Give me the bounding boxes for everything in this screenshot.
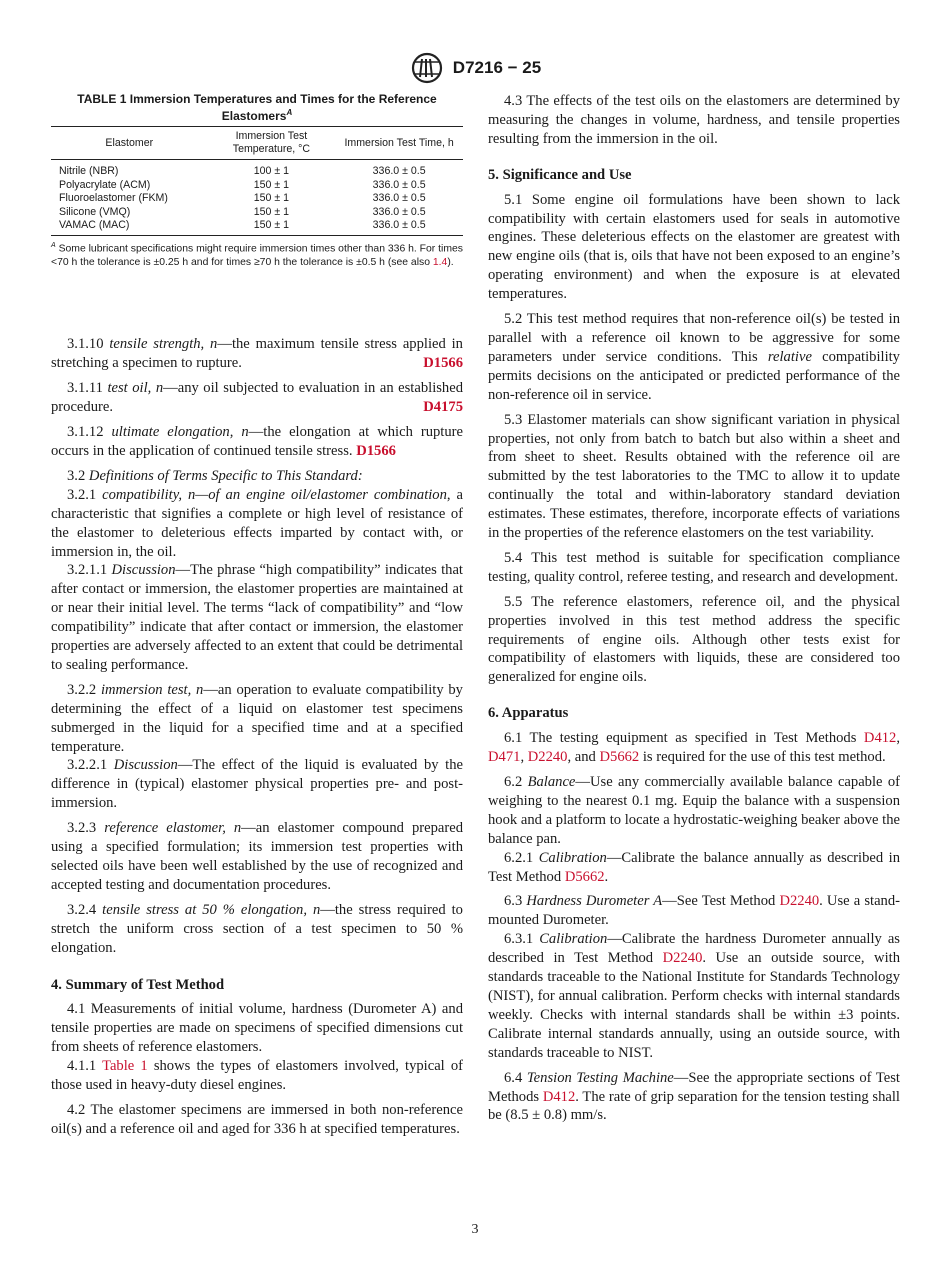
- ref-d2240[interactable]: D2240: [527, 749, 568, 766]
- table-row: [51, 160, 463, 179]
- footnote-link[interactable]: 1.4: [432, 257, 448, 269]
- para-3-2: 3.2 Definitions of Terms Specific to This Standard:: [67, 467, 363, 484]
- para-6-4: 6.4 Tension Testing Machine—See the appropriate sections of Test Methods D412. The rate of grip separation for the tension testing shall be (8.5 ± 0.8) mm/s.: [488, 1069, 900, 1124]
- table-caption: TABLE 1 Immersion Temperatures and Times for the Reference Elastomers$^A$: [77, 92, 437, 123]
- para-3-2-4: 3.2.4 tensile stress at 50 % elongation, n—the stress required to stretch the uniform cross section of a test specimen to 50 % elongation.: [51, 901, 463, 956]
- cell: Silicone (VMQ): [59, 205, 131, 218]
- table-1: [51, 92, 463, 270]
- ref-d4175[interactable]: D4175: [423, 399, 463, 416]
- col-header: Immersion Test Time, h: [335, 127, 463, 160]
- para-3-1-11: 3.1.11 test oil, n—any oil subjected to evaluation in an established procedure. D4175: [51, 380, 464, 416]
- ref-d2240[interactable]: D2240: [662, 950, 703, 967]
- table-1-link[interactable]: Table 1: [102, 1058, 148, 1075]
- cell: 150 ± 1: [253, 178, 290, 191]
- table-row: [51, 206, 463, 220]
- para-3-2-1-1: 3.2.1.1 Discussion—The phrase “high compatibility” indicates that after contact or immersion, the elastomer properties are maintained at or near their initial level. The terms “lack of compatibility” and “low compatibility” indicate that after contact or immersion, the elastomer properties are adversely affected to an extent that could be detrimental to sealing performance.: [51, 562, 463, 673]
- para-6-1: 6.1 The testing equipment as specified in Test Methods D412, D471, D2240, and D5662 is required for the use of this test method.: [488, 730, 900, 766]
- table-row: [51, 179, 463, 193]
- cell: 336.0 ± 0.5: [335, 219, 463, 235]
- left-column: [51, 92, 463, 1139]
- table-row: [51, 192, 463, 206]
- ref-d1566[interactable]: D1566: [356, 442, 396, 459]
- cell: 336.0 ± 0.5: [372, 165, 426, 177]
- col-header: Elastomer: [51, 127, 208, 160]
- section-6-heading: 6. Apparatus: [488, 705, 569, 722]
- table-row: [51, 219, 463, 235]
- designation: D7216 − 25: [452, 58, 542, 77]
- cell: 336.0 ± 0.5: [372, 178, 426, 191]
- ref-d5662[interactable]: D5662: [599, 749, 640, 766]
- cell: VAMAC (MAC): [51, 219, 208, 235]
- table-footnote: $^A$ Some lubricant specifications might require immersion times other than 336 h. For times <70 h the tolerance is ±0.25 h and for times ≥70 h the tolerance is ±0.5 h (see also 1.4).: [51, 241, 463, 269]
- para-4-1: 4.1 Measurements of initial volume, hardness (Durometer A) and tensile properties are made on specimens of specified dimensions cut from sheets of reference elastomers.: [51, 1001, 463, 1056]
- ref-d2240[interactable]: D2240: [779, 893, 820, 910]
- ref-d5662[interactable]: D5662: [564, 868, 605, 885]
- page-number: 3: [471, 1222, 479, 1237]
- para-4-3: 4.3 The effects of the test oils on the elastomers are determined by measuring the changes in volume, hardness, and tensile properties resulting from the immersion in the oil.: [488, 93, 900, 147]
- para-3-2-2: 3.2.2 immersion test, n—an operation to evaluate compatibility by determining the effect of a liquid on elastomer test specimens submerged in the liquid for a specified time and at a specified temperature.: [51, 681, 463, 755]
- section-5-heading: 5. Significance and Use: [488, 166, 632, 183]
- cell: Nitrile (NBR): [59, 165, 119, 177]
- ref-d471[interactable]: D471: [488, 749, 521, 766]
- cell: Polyacrylate (ACM): [59, 178, 151, 191]
- para-5-5: 5.5 The reference elastomers, reference oil, and the physical properties involved in this test method address the specific requirements of engine oils. Although other tests exist for compatibility of elastomers with liquids, these are considered too generalized for engine oils.: [488, 593, 900, 686]
- para-3-1-10: 3.1.10 tensile strength, n—the maximum tensile stress applied in stretching a specimen to rupture. D1566: [51, 336, 463, 372]
- page-header: [0, 50, 950, 86]
- para-4-1-1: 4.1.1 Table 1 shows the types of elastomers involved, typical of those used in heavy-duty diesel engines.: [51, 1058, 464, 1094]
- ref-d412[interactable]: D412: [542, 1088, 576, 1105]
- cell: 150 ± 1: [253, 192, 290, 205]
- para-5-2: 5.2 This test method requires that non-reference oil(s) be tested in parallel with a reference oil known to be aggressive for some parameters under service conditions. This relative compatibility permits decisions on the anticipated or predicted performance of the non-reference oil in service.: [488, 311, 900, 403]
- astm-logo-icon: [409, 50, 445, 86]
- para-6-3: 6.3 Hardness Durometer A—See Test Method D2240. Use a stand-mounted Durometer.: [488, 893, 901, 929]
- para-6-3-1: 6.3.1 Calibration—Calibrate the hardness Durometer annually as described in Test Method D2240. Use an outside source, with standards traceable to the National Institute for Standards Technology (NIST), for annual calibration. Perform checks with internal standards weekly. Checks with internal standards shall be within ±3 points. Calibrate internal standards annually, using an outside source, with standards traceable to NIST.: [488, 931, 900, 1061]
- section-4-heading: 4. Summary of Test Method: [51, 976, 225, 993]
- cell: Fluoroelastomer (FKM): [59, 192, 168, 205]
- para-5-1: 5.1 Some engine oil formulations have been shown to lack compatibility with certain elastomers used for seals in automotive engines. These deleterious effects on the elastomer are greatest with new engine oils (that is, oils that have not been exposed to an engine’s operating environment) and when the exposure is at elevated temperatures.: [488, 191, 900, 303]
- ref-d412[interactable]: D412: [863, 730, 897, 747]
- cell: 100 ± 1: [253, 165, 290, 177]
- col-header: Immersion Test Temperature, °C: [208, 127, 336, 160]
- para-5-4: 5.4 This test method is suitable for specification compliance testing, quality control, referee testing, and research and development.: [488, 549, 900, 585]
- para-6-2-1: 6.2.1 Calibration—Calibrate the balance annually as described in Test Method D5662.: [488, 849, 900, 885]
- para-3-2-2-1: 3.2.2.1 Discussion—The effect of the liquid is evaluated by the difference in (typical) elastomer physical properties pre- and post-immersion.: [51, 757, 463, 812]
- immersion-table: [51, 126, 463, 236]
- cell: 150 ± 1: [253, 205, 290, 218]
- ref-d1566[interactable]: D1566: [423, 355, 463, 372]
- para-5-3: 5.3 Elastomer materials can show significant variation in physical properties, not only from batch to batch but also within a sheet and from sheet to sheet. Results obtained with the reference oil are submitted by the test laboratories to the TMC to allow it to update continually the total and within-laboratory standard deviation estimates. These estimates, therefore, incorporate effects of variations in the properties of the reference elastomers on the test variability.: [488, 411, 900, 542]
- cell: 336.0 ± 0.5: [372, 192, 426, 205]
- para-6-2: 6.2 Balance—Use any commercially available balance capable of weighing to the nearest 0.1 mg. Equip the balance with a suspension hook and a platform to locate a hydrostatic-weighing beaker above the balance pan.: [488, 774, 900, 847]
- para-3-2-1: 3.2.1 compatibility, n—of an engine oil/elastomer combination, a characteristic that signifies a complete or high level of resistance of the elastomer to deleterious effects imparted by contact with, or immersion in, the oil.: [51, 486, 463, 560]
- para-4-2: 4.2 The elastomer specimens are immersed in both non-reference oil(s) and a reference oil and aged for 336 h at specified temperatures.: [51, 1101, 463, 1137]
- right-column: [488, 92, 900, 1125]
- para-3-2-3: 3.2.3 reference elastomer, n—an elastomer compound prepared using a specified formulation; its immersion test properties with selected oils have been well established by the use of recognized and accepted testing and documentation procedures.: [51, 820, 463, 893]
- cell: 336.0 ± 0.5: [372, 205, 426, 218]
- cell: 150 ± 1: [208, 219, 336, 235]
- para-3-1-12: 3.1.12 ultimate elongation, n—the elongation at which rupture occurs in the application of continued tensile stress. D1566: [51, 424, 463, 459]
